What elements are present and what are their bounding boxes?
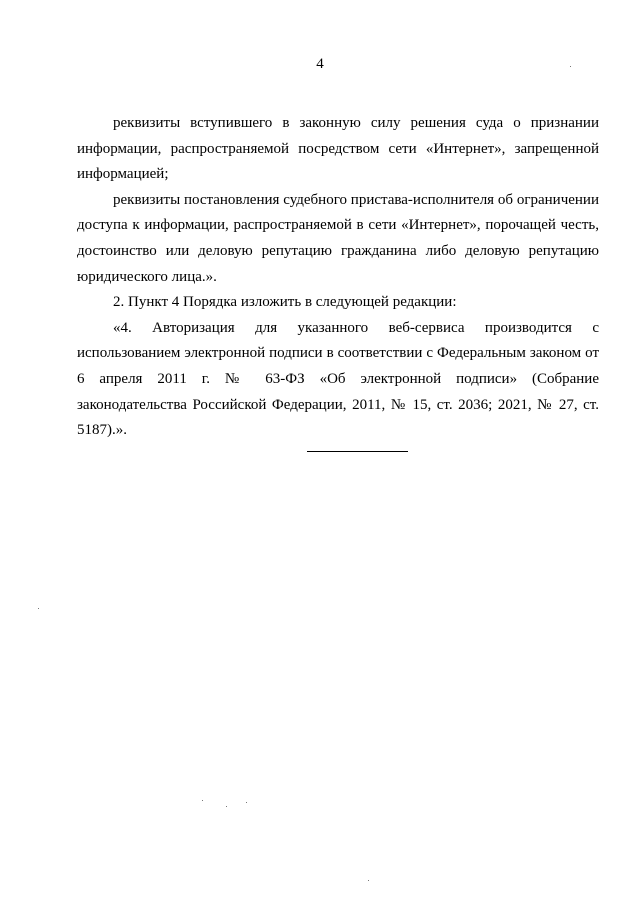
- paragraph-court-decision: реквизиты вступившего в законную силу решения суда о признании информации, распространяемой посредством сети «Интернет», запрещенной информацией;: [77, 115, 599, 183]
- paragraph-item-2: 2. Пункт 4 Порядка изложить в следующей редакции:: [113, 294, 457, 311]
- scan-speck: [202, 800, 203, 801]
- paragraph-item-4-quote: «4. Авторизация для указанного веб-сервиса производится с использованием электронной подписи в соответствии с Федеральным законом от 6 апреля 2011 г. № 63-ФЗ «Об электронной подписи» (Собрание законодательства Российской Федерации, 2011, № 15, ст. 2036; 2021, № 27, ст. 5187).».: [77, 319, 599, 439]
- end-separator-line: [307, 451, 408, 452]
- scan-speck: [368, 880, 369, 881]
- scan-speck: [226, 806, 227, 807]
- page-number: 4: [316, 56, 324, 72]
- paragraph-bailiff-resolution: реквизиты постановления судебного пристава-исполнителя об ограничении доступа к информации, распространяемой в сети «Интернет», порочащей честь, достоинство или деловую репутацию гражданина либо деловую репутацию юридического лица.».: [77, 191, 599, 285]
- scan-speck: [570, 66, 571, 67]
- scan-speck: [38, 608, 39, 609]
- document-body: [77, 111, 599, 444]
- scan-speck: [246, 802, 247, 803]
